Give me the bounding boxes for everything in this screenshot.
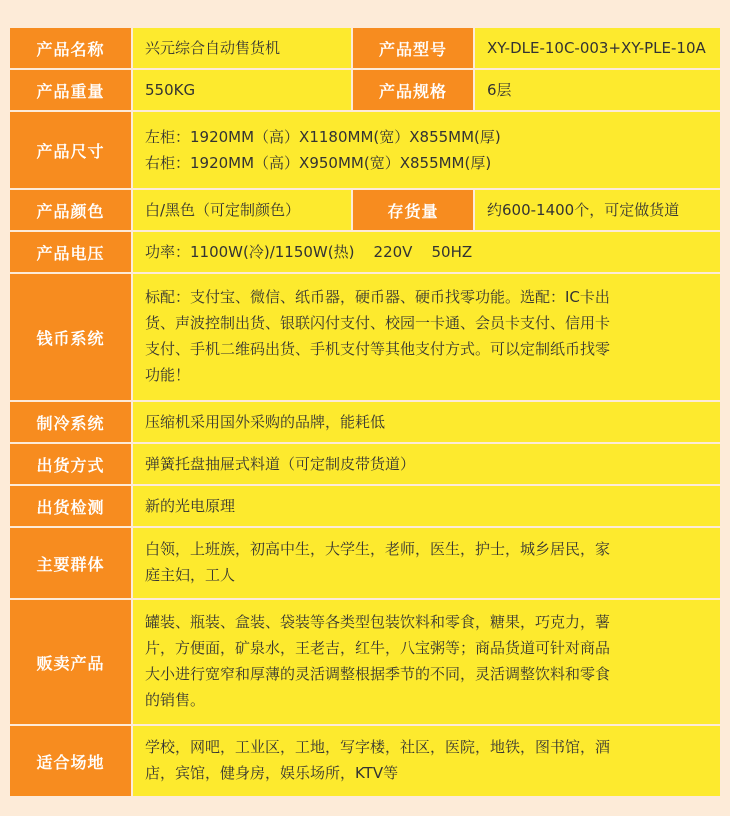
size-left-cabinet: 左柜：1920MM（高）X1180MM(宽）X855MM(厚) xyxy=(145,128,501,146)
payment-line: 功能！ xyxy=(145,366,191,384)
label-product-model: 产品型号 xyxy=(352,27,474,69)
products-line: 片，方便面，矿泉水，王老吉，红牛，八宝粥等；商品货道可针对商品 xyxy=(145,639,611,657)
size-right-cabinet: 右柜：1920MM（高）X950MM(宽）X855MM(厚) xyxy=(145,154,492,172)
label-dispense: 出货方式 xyxy=(10,443,132,485)
value-product-spec: 6层 xyxy=(474,69,720,111)
payment-line: 标配：支付宝、微信、纸币器，硬币器、硬币找零功能。选配：IC卡出 xyxy=(145,288,610,306)
value-payment xyxy=(132,273,720,401)
products-line: 大小进行宽窄和厚薄的灵活调整根据季节的不同，灵活调整饮料和零食 xyxy=(145,665,611,683)
label-products: 贩卖产品 xyxy=(10,599,132,725)
users-line: 庭主妇，工人 xyxy=(145,566,236,584)
label-voltage: 产品电压 xyxy=(10,231,132,273)
value-products xyxy=(132,599,720,725)
venues-line: 店，宾馆，健身房，娱乐场所，KTV等 xyxy=(145,764,399,782)
row-users xyxy=(10,527,720,599)
label-product-color: 产品颜色 xyxy=(10,189,132,231)
products-line: 罐装、瓶装、盒装、袋装等各类型包装饮料和零食，糖果，巧克力，薯 xyxy=(145,613,611,631)
value-product-size xyxy=(132,111,720,189)
label-payment: 钱币系统 xyxy=(10,273,132,401)
value-product-color: 白/黑色（可定制颜色） xyxy=(132,189,352,231)
label-product-weight: 产品重量 xyxy=(10,69,132,111)
row-payment xyxy=(10,273,720,401)
value-product-name: 兴元综合自动售货机 xyxy=(132,27,352,69)
value-product-model: XY-DLE-10C-003+XY-PLE-10A xyxy=(474,27,720,69)
label-users: 主要群体 xyxy=(10,527,132,599)
row-dispense xyxy=(10,443,720,485)
products-line: 的销售。 xyxy=(145,691,206,709)
value-detect: 新的光电原理 xyxy=(132,485,720,527)
row-product-weight xyxy=(10,69,720,111)
value-product-weight: 550KG xyxy=(132,69,352,111)
value-stock: 约600-1400个，可定做货道 xyxy=(474,189,720,231)
label-product-size: 产品尺寸 xyxy=(10,111,132,189)
row-voltage xyxy=(10,231,720,273)
label-cooling: 制冷系统 xyxy=(10,401,132,443)
value-voltage: 功率：1100W(冷)/1150W(热) 220V 50HZ xyxy=(132,231,720,273)
label-detect: 出货检测 xyxy=(10,485,132,527)
row-products xyxy=(10,599,720,725)
label-stock: 存货量 xyxy=(352,189,474,231)
payment-line: 货、声波控制出货、银联闪付支付、校园一卡通、会员卡支付、信用卡 xyxy=(145,314,611,332)
value-users xyxy=(132,527,720,599)
row-detect xyxy=(10,485,720,527)
row-product-color xyxy=(10,189,720,231)
label-venues: 适合场地 xyxy=(10,725,132,797)
row-product-name xyxy=(10,27,720,69)
row-cooling xyxy=(10,401,720,443)
payment-line: 支付、手机二维码出货、手机支付等其他支付方式。可以定制纸币找零 xyxy=(145,340,611,358)
value-dispense: 弹簧托盘抽屉式料道（可定制皮带货道） xyxy=(132,443,720,485)
value-venues xyxy=(132,725,720,797)
venues-line: 学校，网吧，工业区，工地，写字楼，社区，医院，地铁，图书馆，酒 xyxy=(145,738,611,756)
product-spec-table xyxy=(10,26,720,798)
value-cooling: 压缩机采用国外采购的品牌，能耗低 xyxy=(132,401,720,443)
label-product-spec: 产品规格 xyxy=(352,69,474,111)
users-line: 白领，上班族，初高中生，大学生，老师，医生，护士，城乡居民，家 xyxy=(145,540,611,558)
label-product-name: 产品名称 xyxy=(10,27,132,69)
row-venues xyxy=(10,725,720,797)
row-product-size xyxy=(10,111,720,189)
